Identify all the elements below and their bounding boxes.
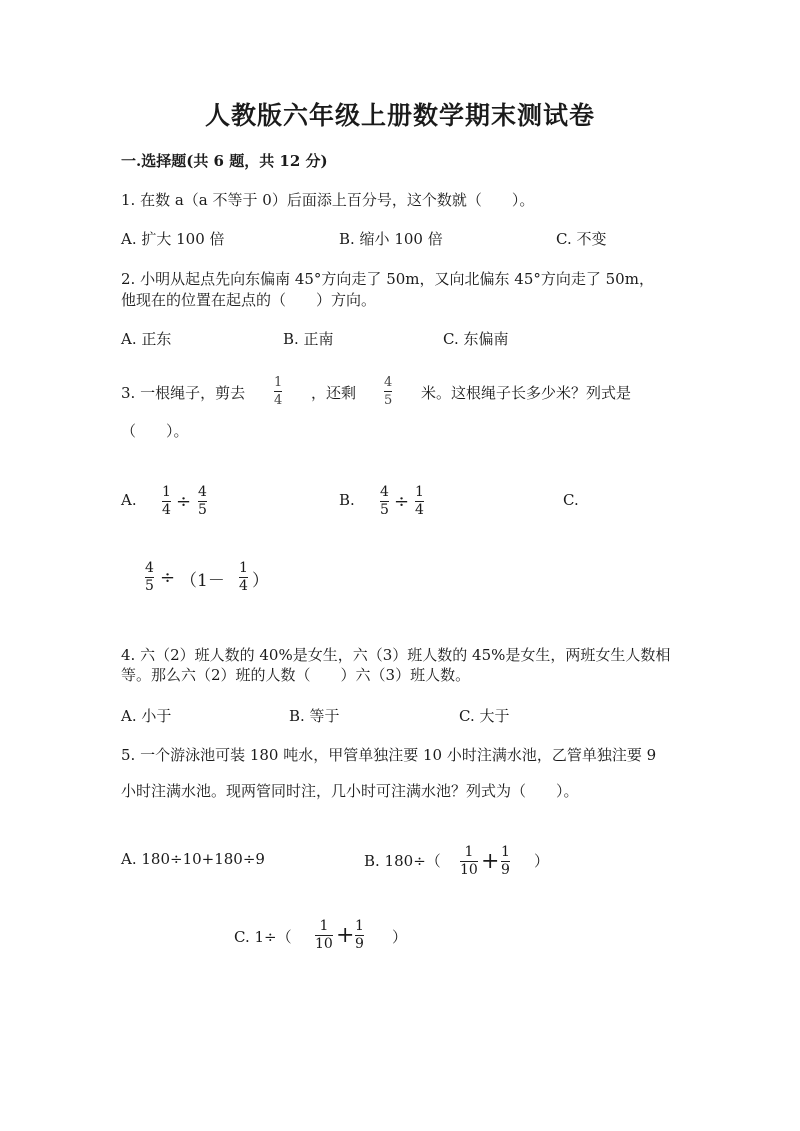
divide-sign: ÷ bbox=[394, 491, 410, 512]
question-2-stem-line1: 2. 小明从起点先向东偏南 45°方向走了 50m，又向北偏东 45°方向走了 50m， bbox=[121, 270, 654, 288]
question-3-stem-part2: ，还剩 bbox=[311, 384, 357, 402]
option-a-fraction-2 bbox=[198, 485, 207, 518]
question-3-fraction-remaining bbox=[384, 375, 392, 408]
question-3-stem-part1: 3. 一根绳子，剪去 bbox=[121, 384, 246, 402]
fraction-denominator: 4 bbox=[274, 393, 283, 408]
question-4-stem-line1: 4. 六（2）班人数的 40%是女生，六（3）班人数的 45%是女生，两班女生人数相 bbox=[121, 646, 671, 664]
question-3-option-b-label[interactable]: B. bbox=[339, 491, 355, 509]
question-5-option-c[interactable]: C. 1÷（ bbox=[234, 928, 292, 946]
fraction-denominator: 4 bbox=[162, 502, 171, 518]
fraction-numerator: 4 bbox=[198, 484, 207, 500]
question-4-option-c[interactable]: C. 大于 bbox=[459, 707, 510, 725]
fraction-denominator: 4 bbox=[239, 578, 248, 594]
plus-sign: + bbox=[336, 923, 355, 948]
question-1-option-a[interactable]: A. 扩大 100 倍 bbox=[121, 230, 225, 248]
question-1-stem: 1. 在数 a（a 不等于 0）后面添上百分号，这个数就（ ）。 bbox=[121, 191, 535, 209]
fraction-numerator: 4 bbox=[145, 560, 154, 576]
fraction-denominator: 9 bbox=[501, 862, 510, 878]
paren-open: （1－ bbox=[180, 571, 225, 591]
question-5-stem-line1: 5. 一个游泳池可装 180 吨水，甲管单独注要 10 小时注满水池，乙管单独注要 9 bbox=[121, 746, 657, 764]
paren-close: ） bbox=[534, 852, 550, 870]
option-b-fraction-2 bbox=[415, 485, 424, 518]
question-3-stem-line2: （ ）。 bbox=[121, 422, 189, 440]
option-a-fraction-1 bbox=[162, 485, 171, 518]
fraction-numerator: 1 bbox=[319, 918, 329, 934]
option-c-fraction-2 bbox=[239, 561, 248, 594]
fraction-denominator: 10 bbox=[315, 936, 333, 952]
question-2-option-b[interactable]: B. 正南 bbox=[283, 330, 334, 348]
fraction-numerator: 1 bbox=[162, 484, 171, 500]
fraction-numerator: 1 bbox=[239, 560, 248, 576]
section-heading: 一.选择题(共 6 题，共 12 分) bbox=[121, 152, 328, 170]
fraction-numerator: 1 bbox=[464, 844, 474, 860]
fraction-denominator: 5 bbox=[384, 393, 393, 408]
question-3-stem-part3: 米。这根绳子长多少米？列式是 bbox=[421, 384, 632, 402]
fraction-numerator: 1 bbox=[274, 375, 283, 390]
question-4-option-b[interactable]: B. 等于 bbox=[289, 707, 340, 725]
fraction-denominator: 5 bbox=[198, 502, 207, 518]
option-b-fraction-1 bbox=[460, 845, 478, 878]
fraction-numerator: 4 bbox=[380, 484, 389, 500]
question-2-option-c[interactable]: C. 东偏南 bbox=[443, 330, 509, 348]
question-5-option-a[interactable]: A. 180÷10+180÷9 bbox=[121, 850, 265, 868]
option-b-fraction-1 bbox=[380, 485, 389, 518]
paren-close: ） bbox=[252, 571, 269, 591]
fraction-numerator: 1 bbox=[355, 918, 364, 934]
fraction-denominator: 5 bbox=[145, 578, 154, 594]
question-4-stem-line2: 等。那么六（2）班的人数（ ）六（3）班人数。 bbox=[121, 666, 471, 684]
fraction-denominator: 10 bbox=[460, 862, 478, 878]
page-title: 人教版六年级上册数学期末测试卷 bbox=[204, 101, 595, 130]
question-1-option-b[interactable]: B. 缩小 100 倍 bbox=[339, 230, 443, 248]
divide-sign: ÷ bbox=[160, 567, 176, 588]
question-3-option-a-label[interactable]: A. bbox=[121, 491, 137, 509]
fraction-denominator: 9 bbox=[355, 936, 364, 952]
question-1-option-c[interactable]: C. 不变 bbox=[556, 230, 607, 248]
option-c-fraction-1 bbox=[315, 919, 333, 952]
question-3-option-c-label[interactable]: C. bbox=[563, 491, 579, 509]
fraction-denominator: 4 bbox=[415, 502, 424, 518]
plus-sign: + bbox=[481, 849, 500, 874]
question-2-option-a[interactable]: A. 正东 bbox=[121, 330, 172, 348]
fraction-numerator: 1 bbox=[415, 484, 424, 500]
option-b-fraction-2 bbox=[501, 845, 510, 878]
option-c-fraction-1 bbox=[145, 561, 154, 594]
question-5-stem-line2: 小时注满水池。现两管同时注，几小时可注满水池？列式为（ ）。 bbox=[121, 782, 579, 800]
paren-close: ） bbox=[392, 928, 408, 946]
fraction-numerator: 4 bbox=[384, 375, 393, 390]
question-3-fraction-cut bbox=[274, 375, 282, 408]
divide-sign: ÷ bbox=[176, 491, 192, 512]
question-5-option-b[interactable]: B. 180÷（ bbox=[364, 852, 441, 870]
fraction-denominator: 5 bbox=[380, 502, 389, 518]
question-2-stem-line2: 他现在的位置在起点的（ ）方向。 bbox=[121, 291, 377, 309]
fraction-numerator: 1 bbox=[501, 844, 510, 860]
question-4-option-a[interactable]: A. 小于 bbox=[121, 707, 172, 725]
option-c-fraction-2 bbox=[355, 919, 364, 952]
